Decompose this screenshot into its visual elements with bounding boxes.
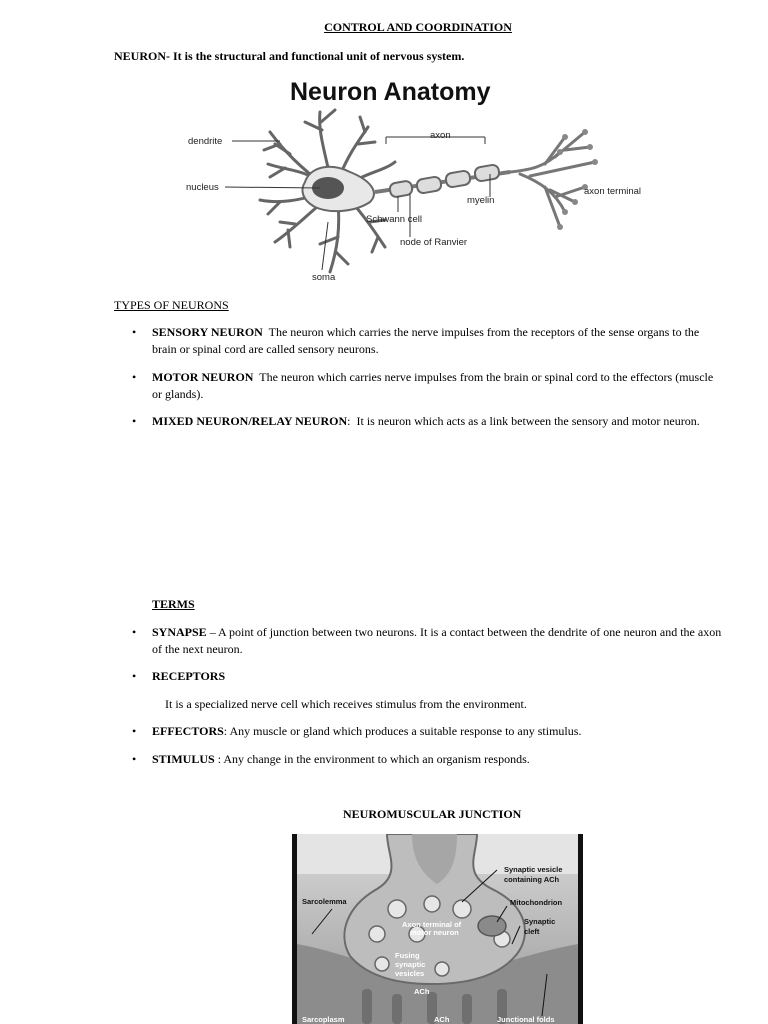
term: EFFECTORS [152,724,224,738]
label-sarcoplasm: Sarcoplasm [302,1015,345,1024]
bullet-dot: • [132,370,137,384]
definition: : Any change in the environment to which an organism responds. [214,752,530,766]
term: MOTOR NEURON [152,370,254,384]
label-synaptic-vesicle: Synaptic vesicle [504,865,563,874]
bullet-dot: • [132,752,137,766]
label-junctional-folds: Junctional folds [497,1015,555,1024]
document-title: CONTROL AND COORDINATION [324,20,512,34]
bullet-dot: • [132,414,137,428]
list-item [132,324,722,358]
definition: It is neuron which acts as a link between the sensory and motor neuron. [356,414,700,428]
term: SYNAPSE [152,625,207,639]
label-fusing-3: vesicles [395,969,425,978]
neuromuscular-junction-figure [292,834,583,1024]
label-schwann-cell: Schwann cell [366,214,422,225]
bullet-dot: • [132,669,137,683]
label-node-of-ranvier: node of Ranvier [400,237,468,248]
bullet-dot: • [132,625,137,639]
definition: The neuron which carries nerve impulses from the brain or spinal cord to the effectors (muscle or glands). [152,370,714,401]
definition: The neuron which carries the nerve impulses from the receptors of the sense organs to the brain or spinal cord are called sensory neurons. [152,325,700,356]
label-soma: soma [312,272,336,283]
label-axon: axon [430,130,451,141]
label-synaptic-cleft-2: cleft [524,927,540,936]
neuron-anatomy-figure [180,72,670,287]
list-item [132,723,722,740]
bullet-dot: • [132,325,137,339]
label-nucleus: nucleus [186,182,219,193]
label-fusing: Fusing [395,951,420,960]
terms-heading: TERMS [152,597,195,611]
list-item: • MIXED NEURON/RELAY NEURON: It is neuron which acts as a link between the sensory and motor neuron. [132,414,700,428]
figure-heading: Neuron Anatomy [290,78,491,106]
types-heading: TYPES OF NEURONS [114,298,229,312]
term: STIMULUS [152,752,215,766]
label-axon-terminal: axon terminal [584,186,642,197]
label-axon-terminal: Axon terminal of [402,920,462,929]
list-item [132,668,722,685]
term: MIXED NEURON/RELAY NEURON [152,414,348,428]
receptors-definition: It is a specialized nerve cell which receives stimulus from the environment. [165,697,527,711]
list-item [132,751,722,768]
definition: – A point of junction between two neurons. It is a contact between the dendrite of one neuron and the axon of the next neuron. [152,625,722,656]
term: SENSORY NEURON [152,325,263,339]
list-item [132,624,722,658]
bullet-dot: • [132,724,137,738]
label-mitochondrion: Mitochondrion [510,898,563,907]
nmj-heading: NEUROMUSCULAR JUNCTION [343,807,522,821]
term: RECEPTORS [152,669,226,683]
label-ach-2: ACh [434,1015,450,1024]
label-axon-terminal-2: motor neuron [410,928,459,937]
label-ach: ACh [414,987,430,996]
label-synaptic-cleft: Synaptic [524,917,556,926]
list-item [132,369,722,403]
label-synaptic-vesicle-2: containing ACh [504,875,560,884]
label-dendrite: dendrite [188,136,223,147]
label-fusing-2: synaptic [395,960,426,969]
neuron-definition: NEURON- It is the structural and functional unit of nervous system. [114,49,465,63]
label-myelin: myelin [467,195,495,206]
label-sarcolemma: Sarcolemma [302,897,347,906]
definition: : Any muscle or gland which produces a suitable response to any stimulus. [223,724,582,738]
